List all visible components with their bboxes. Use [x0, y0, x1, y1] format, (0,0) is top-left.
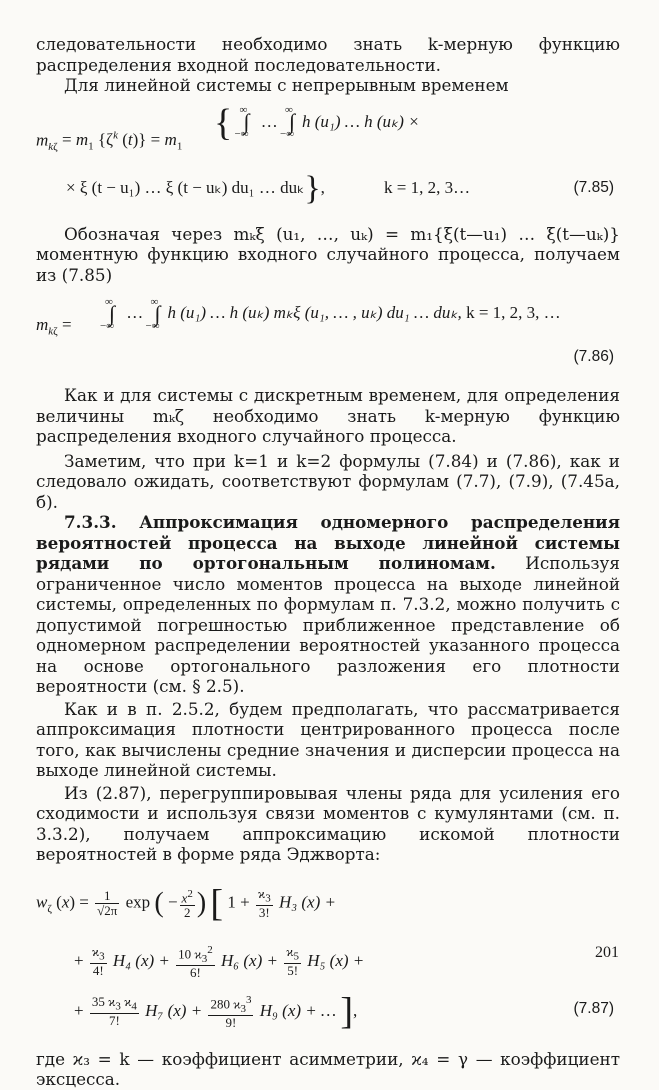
page-body	[36, 34, 620, 1090]
equation-7-86-number-row	[36, 345, 620, 375]
eq785-integrand: h (u₁) … h (uₖ) ×	[302, 111, 420, 131]
paragraph-8: Из (2.87), перегруппировывая члены ряда для усиления его сходимости и используя связи моментов с кумулянтами (см. п. 3.3.2), получаем аппроксимацию искомой плотности вероятностей в форме ряда Эджворта:	[36, 782, 620, 864]
paragraph-6-text: Используя ограниченное число моментов процесса на выходе линейной системы, определенных по формулам п. 7.3.2, можно получить с допустимой погрешностью приближенное представление об одномерном распределении вероятностей указанного процесса на основе ортогонального разложения его плотности вероятности (см. § 2.5).	[36, 553, 620, 696]
eq787-line1-tail: H₃ (x) +	[278, 892, 336, 912]
equation-7-87-line1: $w_\zeta$ (x) = $\frac{1}{√2\pi}$ exp ( − $\frac{x^2}{2}$ ) [ 1 + $\frac{ϰ_3}{3!}$ H₃ (x) +	[36, 882, 336, 925]
equation-7-87-line3: + $\frac{35 ϰ_3 ϰ_4}{7!}$ H₇ (x) + $\frac{280 ϰ_3^3}{9!}$ H₉ (x) + … ], (7.87)	[74, 990, 614, 1033]
eq787-line2-a: H₄ (x) +	[112, 950, 170, 970]
eq785-number: (7.85)	[573, 178, 614, 196]
eq787-number: (7.87)	[573, 999, 614, 1017]
equation-7-85-line1: $m_{k\zeta} = m_1$ {$\zeta^k$ $(t)\} = m_1$ { ∞ ∫ −∞ … ∞ ∫ −∞ h (u₁) … h (uₖ) ×	[36, 101, 420, 153]
equation-7-87-line2: + $\frac{ϰ_3}{4!}$ H₄ (x) + $\frac{10 ϰ_3^2}{6!}$ H₆ (x) + $\frac{ϰ_5}{5!}$ H₅ (x) +	[74, 943, 365, 981]
equation-7-85-line2	[36, 166, 620, 210]
paragraph-4: Как и для системы с дискретным временем, для определения величины mₖζ необходимо знать k-мерную функцию распределения входного случайного процесса.	[36, 385, 620, 446]
paragraph-5: Заметим, что при k=1 и k=2 формулы (7.84) и (7.86), как и следовало ожидать, соответствуют формулам (7.7), (7.9), (7.45а, б).	[36, 450, 620, 512]
eq787-line3-a: H₇ (x) +	[145, 1000, 203, 1020]
eq787-line3-b: H₉ (x) + …	[259, 1000, 337, 1020]
paragraph-9: где ϰ₃ = k — коэффициент асимметрии, ϰ₄ = γ — коэффициент эксцесса.	[36, 1048, 620, 1089]
eq786-number: (7.86)	[573, 348, 614, 365]
paragraph-1: следовательности необходимо знать k-мерную функцию распределения входной последовательности.	[36, 34, 620, 75]
paragraph-6	[36, 512, 620, 697]
eq787-exp: exp	[125, 892, 151, 912]
eq785-k-list: k = 1, 2, 3…	[384, 177, 471, 197]
equation-7-86: $m_{k\zeta}$ = ∞ ∫ −∞ … ∞ ∫ −∞ h (u₁) … h (uₖ) mₖξ (u₁, … , uₖ) du₁ … duₖ, k = 1, 2, 3, …	[36, 295, 561, 338]
eq785-line2: × ξ (t − u₁) … ξ (t − uₖ) du₁ … duₖ},	[66, 169, 325, 207]
section-heading-7-3-3: 7.3.3. Аппроксимация одномерного распределения вероятностей процесса на выходе линейной системы рядами по ортогональным полиномам.	[36, 512, 620, 573]
eq787-line2-b: H₆ (x) +	[220, 950, 278, 970]
page-number: 201	[595, 944, 619, 961]
eq786-k-list: k = 1, 2, 3, …	[466, 303, 561, 322]
eq786-body: h (u₁) … h (uₖ) mₖξ (u₁, … , uₖ) du₁ … duₖ,	[167, 303, 462, 322]
paragraph-2: Для линейной системы с непрерывным временем	[64, 75, 509, 95]
eq787-line2-c: H₅ (x) +	[307, 950, 365, 970]
paragraph-7: Как и в п. 2.5.2, будем предполагать, что рассматривается аппроксимация плотности центрированного процесса после того, как вычислены средние значения и дисперсии процесса на выходе линейной системы.	[36, 698, 620, 780]
paragraph-3: Обозначая через mₖξ (u₁, …, uₖ) = m₁{ξ(t—u₁) … ξ(t—uₖ)} моментную функцию входного случайного процесса, получаем из (7.85)	[36, 223, 620, 285]
eq785-line1-rest: = $m_1$ {$\zeta^k$ $(t)\} = m_1$	[61, 129, 183, 153]
